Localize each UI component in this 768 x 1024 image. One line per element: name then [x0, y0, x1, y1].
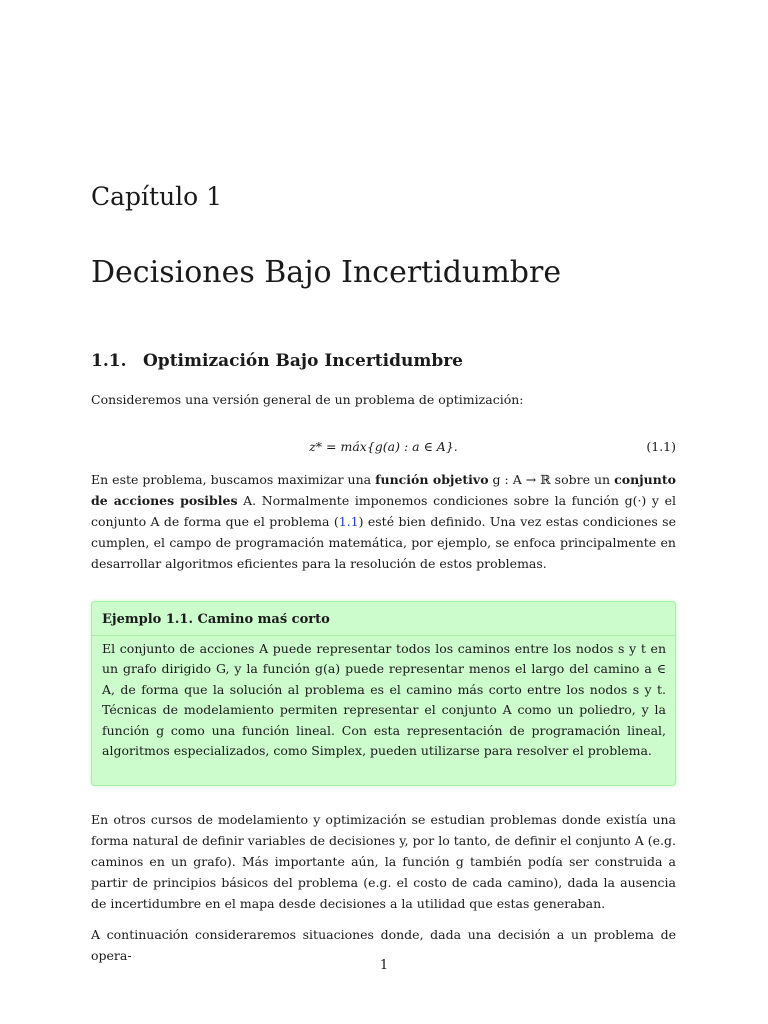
section-heading: [91, 351, 463, 371]
equation-tag: (1.1): [646, 439, 676, 454]
para1-bold-1: función objetivo: [375, 472, 489, 487]
page-number: 1: [379, 958, 389, 973]
equation: [91, 439, 676, 460]
paragraph-1: [91, 469, 676, 574]
chapter-title: Decisiones Bajo Incertidumbre: [91, 255, 562, 290]
example-box: [91, 601, 676, 786]
chapter-label: Capítulo 1: [91, 182, 223, 211]
paragraph-2: En otros cursos de modelamiento y optimización se estudian problemas donde existía una forma natural de definir variables de decisiones y, por lo tanto, de definir el conjunto A (e.g. caminos en un grafo). Más importante aún, la función g también podía ser construida a partir de principios básicos del problema (e.g. el costo de cada camino), dada la ausencia de incertidumbre en el mapa desde decisiones a la utilidad que estas generaban.: [91, 812, 676, 911]
intro-paragraph: Consideremos una versión general de un problema de optimización:: [91, 392, 524, 407]
equation-expression: z* = máx{g(a) : a ∈ A}.: [309, 439, 458, 454]
section-title: Optimización Bajo Incertidumbre: [143, 351, 463, 371]
para1-text-2: g : A → ℝ sobre un: [488, 472, 615, 487]
equation-reference-link[interactable]: 1.1: [338, 514, 359, 529]
para1-text-4: ) esté bien definido. Una vez estas condiciones se cumplen, el campo de programación matemática, por ejemplo, se enfoca principalmente en desarrollar algoritmos eficientes para la resolución de estos problemas.: [91, 514, 676, 571]
para1-text-3: A. Normalmente imponemos condiciones sobre la función g(·) y el conjunto A de forma que el problema (: [91, 493, 676, 529]
section-number: 1.1.: [91, 351, 127, 371]
example-title: Ejemplo 1.1. Camino maś corto: [102, 612, 330, 627]
example-divider: [92, 635, 675, 636]
para1-text-1: En este problema, buscamos maximizar una: [91, 472, 376, 487]
paragraph-3: A continuación consideraremos situaciones donde, dada una decisión a un problema de opera-: [91, 927, 676, 963]
para1-bold-2: conjunto de acciones posibles: [91, 472, 676, 508]
example-body: El conjunto de acciones A puede representar todos los caminos entre los nodos s y t en un grafo dirigido G, y la función g(a) puede representar menos el largo del camino a ∈ A, de forma que la solución al problema es el camino más corto entre los nodos s y t. Técnicas de modelamiento permiten representar el conjunto A como un poliedro, y la función g como una función lineal. Con esta representación de programación lineal, algoritmos especializados, como Simplex, pueden utilizarse para resolver el problema.: [102, 641, 666, 759]
